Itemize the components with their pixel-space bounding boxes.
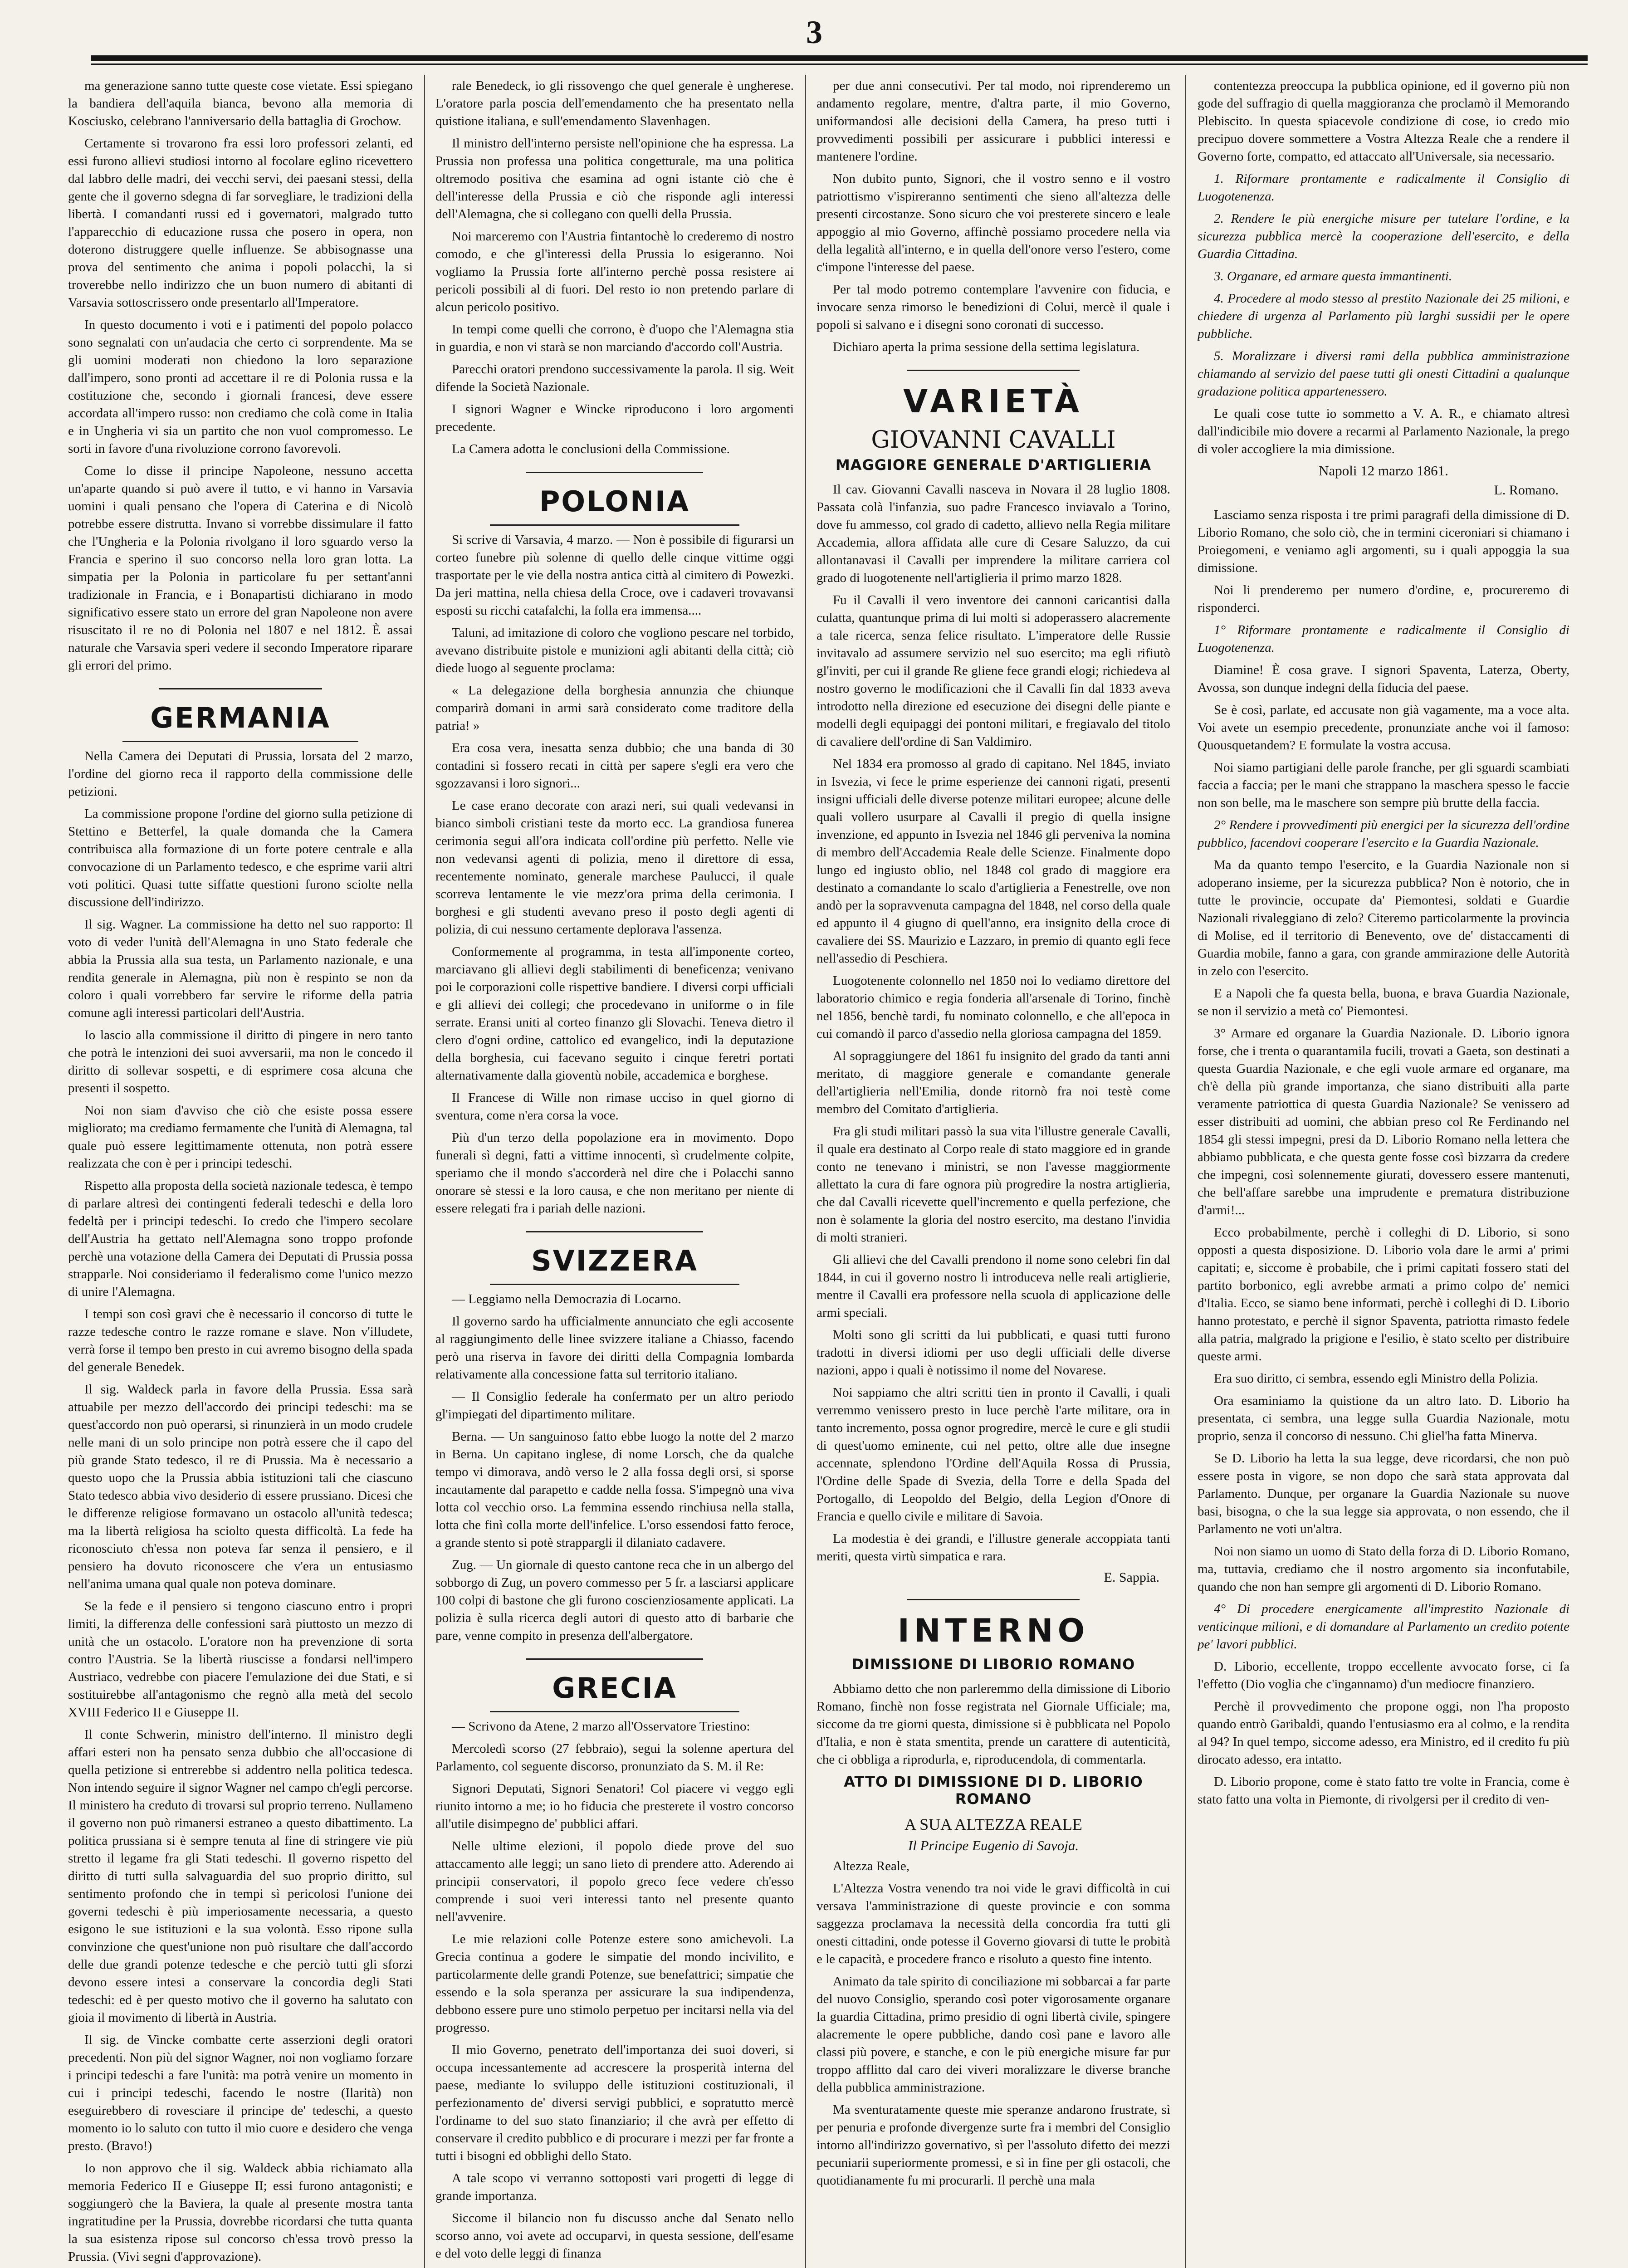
paragraph: Zug. — Un giornale di questo cantone reca che in un albergo del sobborgo di Zug, un povero commesso per 5 fr. a lasciarsi applicare 100 colpi di bastone che gli furono coscienziosamente applicati. La polizia è sulla ricerca degli autori di questo atto di barbarie che pare, venne compito in presenza dell'albergatore. [435,1558,794,1643]
paragraph: Al sopraggiungere del 1861 fu insignito del grado da tanti anni meritato, di maggiore generale e comandante generale dell'artiglieria nell'Emilia, donde ritornò fra noi testè come membro del Comitato d'artiglieria. [816,1049,1170,1116]
paragraph: Siccome il bilancio non fu discusso anche dal Senato nello scorso anno, voi avete ad occuparvi, in questa sessione, dell'esame e del voto delle leggi di finanza [435,2211,794,2261]
paragraph: Signori Deputati, Signori Senatori! Col piacere vi veggo egli riunito intorno a me; io ho fiducia che presterete il vostro concorso all'utile disimpegno de' pubblici affari. [435,1781,794,1831]
column-divider [424,75,425,2268]
paragraph: 2° Rendere i provvedimenti più energici per la sicurezza dell'ordine pubblico, facendovi cooperare l'esercito e la Guardia Nazionale. [1198,818,1569,850]
paragraph: Il sig. de Vincke combatte certe asserzioni degli oratori precedenti. Non più del signor Wagner, noi non vogliamo forzare i principi tedeschi a fare l'unità: ma potrà venire un momento in cui i principi tedeschi, facendo le nostre (Ilarità) non eseguirebbero di rovesciare il principe de' tedeschi, a questo momento io lo saluto con tutto il mio cuore e desidero che venga presto. (Bravo!) [68,2033,413,2153]
list-item: 1. Riformare prontamente e radicalmente il Consiglio di Luogotenenza. [1198,171,1569,204]
paragraph: E a Napoli che fa questa bella, buona, e brava Guardia Nazionale, se non il servizio a metà co' Piemontesi. [1198,986,1569,1018]
paragraph: D. Liborio, eccellente, troppo eccellente avvocato forse, ci fa l'effetto (Dio voglia che c'ingannamo) d'un mediocre finanziero. [1198,1659,1569,1691]
paragraph: ma generazione sanno tutte queste cose vietate. Essi spiegano la bandiera dell'aquila bianca, bevono alla memoria di Kosciusko, celebrano l'anniversario della battaglia di Grochow. [68,78,413,128]
paragraph: Il sig. Wagner. La commissione ha detto nel suo rapporto: Il voto di veder l'unità dell'Alemagna in uno Stato federale che abbia la Prussia alla sua testa, un Parlamento nazionale, e una rendita generale in Alemagna, più non è respinto se non da coloro i quali vorrebbero far servire le riforme della patria comune agli interessi particolari dell'Austria. [68,917,413,1020]
paragraph: « La delegazione della borghesia annunzia che chiunque comparirà domani in armi sarà considerato come traditore della patria! » [435,683,794,733]
paragraph: Il governo sardo ha ufficialmente annunciato che egli accosente al raggiungimento delle linee svizzere italiane a Chiasso, facendo però una riserva in favore dei diritti della Compagnia lombarda relativamente alla concessione fatta sul territorio italiano. [435,1314,794,1382]
paragraph: 3° Armare ed organare la Guardia Nazionale. D. Liborio ignora forse, che i trenta o quarantamila fucili, trovati a Gaeta, son destinati a questa Guardia Nazionale, e che egli vuole armare ed organare, ma ch'è della più grande importanza, che siano distribuiti alla parte veramente patriottica di questa Guardia Nazionale? Se venissero ad esser distribuiti ad uomini, che abbian preso col Re Ferdinando nel 1854 gli stessi impegni, presi da D. Liborio Romano nella lettera che abbiamo pubblicata, e che questa gente fosse così bizzarra da credere che impegni, così solennemente giurati, dovessero essere mantenuti, che bell'affare sarebbe una imprudente e prematura distribuzione d'armi!... [1198,1026,1569,1217]
paragraph: — Il Consiglio federale ha confermato per un altro periodo gl'impiegati del dipartimento militare. [435,1389,794,1422]
paragraph: Nella Camera dei Deputati di Prussia, lorsata del 2 marzo, l'ordine del giorno reca il rapporto della commissione delle petizioni. [68,749,413,799]
column-1 [68,77,413,2268]
paragraph: Conformemente al programma, in testa all'imponente corteo, marciavano gli allievi degli stabilimenti di beneficenza; venivano poi le corporazioni colle rispettive bandiere. I diversi corpi ufficiali e gli allievi dei collegi; che procedevano in uniforme o in file serrate. Eransi uniti al corteo finanzo gli Slovachi. Teneva dietro il clero d'ogni ordine, cattolico ed evangelico, indi la deputazione della borghesia, cui facevano seguito i cinque feretri portati alternativamente dalla gioventù nobile, accademica e borghese. [435,944,794,1083]
column-divider [1185,75,1186,2268]
paragraph: Certamente si trovarono fra essi loro professori zelanti, ed essi furono allievi studiosi intorno al focolare eglino ricevettero dal labbro delle madri, dei vecchi servi, dei paesani stessi, della gente che il governo sdegna di far sorvegliare, le tradizioni della libertà. I comandanti russi ed i governatori, malgrado tutto l'apparecchio di educazione russa che posero in opera, non doterono distruggere quelle influenze. Se abbisognasse una prova del sentimento che anima i popoli polacchi, la si troverebbe nello indirizzo che un buon numero di abitanti di Varsavia sottoscrissero onde presentarlo all'Imperatore. [68,136,413,310]
paragraph: I signori Wagner e Wincke riproducono i loro argomenti precedente. [435,402,794,434]
paragraph: Diamine! È cosa grave. I signori Spaventa, Laterza, Oberty, Avossa, son dunque indegni della fiducia del paese. [1198,663,1569,695]
paragraph: La commissione propone l'ordine del giorno sulla petizione di Stettino e Betterfel, la quale domanda che la Camera contribuisca alla formazione di un forte potere centrale e alla convocazione di un Parlamento tedesco, e che esprime varii altri voti politici. Quasi tutte siffatte questioni furono sciolte nella discussione dell'indirizzo. [68,807,413,909]
top-rule [91,55,1588,61]
list-item: 2. Rendere le più energiche misure per tutelare l'ordine, e la sicurezza pubblica mercè la cooperazione dell'esercito, e della Guardia Cittadina. [1198,211,1569,261]
document-addressee: A SUA ALTEZZA REALE [904,1815,1082,1833]
section-rule [490,524,739,526]
section-rule [122,741,358,742]
paragraph: Se la fede e il pensiero si tengono ciascuno entro i propri limiti, la differenza delle confessioni sarà piuttosto un mezzo di unità che un ostacolo. L'oratore non ha prevenzione di sorta contro l'Austria. Se la libertà riuscisse a fondarsi nell'impero Austriaco, vedrebbe con piacere l'emulazione dei due Stati, e si sostituirebbe all'antagonismo che regnò alla metà del secolo XVIII Federico II e Giuseppe II. [68,1599,413,1720]
document-title: ATTO DI DIMISSIONE DI D. LIBORIO ROMANO [844,1773,1143,1808]
paragraph: La modestia è dei grandi, e l'illustre generale accoppiata tanti meriti, questa virtù simpatica e rara. [816,1531,1170,1564]
paragraph: I tempi son così gravi che è necessario il concorso di tutte le razze tedesche contro le razze romane e slave. Non v'illudete, verrà forse il tempo ben presto in cui avremo bisogno della spada del generale Benedek. [68,1307,413,1374]
page-number: 3 [806,14,822,50]
article-title: DIMISSIONE DI LIBORIO ROMANO [851,1656,1135,1673]
paragraph: Berna. — Un sanguinoso fatto ebbe luogo la notte del 2 marzo in Berna. Un capitano inglese, di nome Lorsch, che da qualche tempo vi dimorava, andò verso le 2 alla fossa degli orsi, si sporse incautamente dal parapetto e cadde nella fossa. S'impegnò una viva lotta col vecchio orso. La femmina essendo rinchiusa nella stalla, lotta che finì colla morte dell'infelice. L'orso essendosi fatto feroce, a grande stento si potè strappargli il dilaniato cadavere. [435,1429,794,1550]
paragraph: 1° Riformare prontamente e radicalmente il Consiglio di Luogotenenza. [1198,623,1569,655]
paragraph: Come lo disse il principe Napoleone, nessuno accetta un'aparte quando si può avere il tutto, e vi hanno in Varsavia uomini i quali pensano che l'opera di Caterina e di Nicolò potrebbe essere distrutta. Invano si vorrebbe dissimulare il fatto che l'Ungheria e la Polonia rivolgano il loro sguardo verso la Francia e sperino il suo concorso nella loro gran lotta. La simpatia per la Polonia in particolare fu per settant'anni tradizionale in Francia, e i Bonapartisti dichiarano in modo significativo essere stato un errore del gran Napoleone non avere risuscitato il re no di Polonia nel 1807 e nel 1812. È assai naturale che Varsavia speri vedere il secondo Imperatore riparare gli errori del primo. [68,464,413,673]
paragraph: Ora esaminiamo la quistione da un altro lato. D. Liborio ha presentata, ci sembra, una legge sulla Guardia Nazionale, motu proprio, senza il concorso di nessuno. Chi gliel'ha fatta Minerva. [1198,1393,1569,1443]
paragraph: Noi marceremo con l'Austria fintantochè lo crederemo di nostro comodo, e che gl'interessi della Prussia lo esigeranno. Noi vogliamo la Prussia forte all'interno perchè possa resistere ai pericoli possibili al di fuori. Del resto io non pretendo parlare di alcun pericolo positivo. [435,229,794,314]
paragraph: Dichiaro aperta la prima sessione della settima legislatura. [833,340,1140,354]
paragraph: rale Benedeck, io gli rissovengo che quel generale è ungherese. L'oratore parla poscia dell'emendamento che ha presentato nella quistione italiana, e sull'emendamento Slavenhagen. [435,78,794,128]
paragraph: Altezza Reale, [833,1859,910,1873]
paragraph: Lasciamo senza risposta i tre primi paragrafi della dimissione di D. Liborio Romano, che solo ciò, che in termini ciceroniari si chiamano i Proiegomeni, e veniamo agli argomenti, su i quali appoggia la sua dimissione. [1198,508,1569,575]
paragraph: Nelle ultime elezioni, il popolo diede prove del suo attaccamento alle leggi; un sano lieto di prendere atto. Aderendo ai principii conservatori, il popolo greco fece vedere ch'esso comprende i suoi veri interessi tanto nel presente quanto nell'avvenire. [435,1839,794,1924]
paragraph: Non dubito punto, Signori, che il vostro senno e il vostro patriottismo v'ispireranno sentimenti che sieno all'altezza delle presenti circostanze. Sono sicuro che voi presterete sincero e leale appoggio al mio Governo, affinchè possiamo procedere nella via della legalità all'interno, e in quella dell'onore verso l'estero, come c'impone l'interesse del paese. [816,171,1170,274]
paragraph: Fra gli studi militari passò la sua vita l'illustre generale Cavalli, il quale era destinato al Corpo reale di stato maggiore ed in grande conto ne tenevano i ministri, se non l'avesse maggiormente allettato la cura di fare ognora più progredire la nostra artiglieria, che dal Cavalli ricevette quell'incremento e quella perfezione, che non è solamente la gloria del nostro esercito, ma destano l'invidia di molti stranieri. [816,1124,1170,1245]
paragraph: Era cosa vera, inesatta senza dubbio; che una banda di 30 contadini si fossero recati in città per sapere s'egli era vero che sgozzavansi i loro signori... [435,741,794,791]
paragraph: Il sig. Waldeck parla in favore della Prussia. Essa sarà attuabile per mezzo dell'accordo dei principi tedeschi: ma se quest'accordo non può operarsi, si rinunzierà in un modo crudele nelle mani di un solo principe non potrà essere che il capo del più grande Stato tedesco, il re di Prussia. Ma è necessario a questo uopo che la Prussia abbia istituzioni tali che ciascuno Stato tedesco abbia vivo desiderio di essere prussiano. Dicesi che le differenze religiose formavano un ostacolo all'unità tedesca; ma la libertà religiosa ha sciolto questa difficoltà. La fede ha riconosciuto ch'essa non poteva far senza il pensiero, e il pensiero ha dovuto riconoscere che v'era un entusiasmo nell'anima umana qual quale non poteva dominare. [68,1382,413,1591]
paragraph: Noi non siamo un uomo di Stato della forza di D. Liborio Romano, ma, tuttavia, crediamo che il nostro argomento sia inconfutabile, quando che non han sempre gli argomenti di D. Liborio Romano. [1198,1544,1569,1594]
column-3 [816,77,1170,2268]
paragraph: contentezza preoccupa la pubblica opinione, ed il governo più non gode del suffragio di quella maggioranza che proclamò il Memorando Plebiscito. In questa spiacevole condizione di cose, io credo mio precipuo dovere sommettere a Vostra Altezza Reale che a rendere il Governo forte, compatto, ed attaccato all'Universale, sia necessario. [1198,78,1569,164]
paragraph: Le quali cose tutte io sommetto a V. A. R., e chiamato altresì dall'indicibile mio dovere a recarmi al Parlamento Nazionale, la prego di voler accogliere la mia dimissione. [1198,406,1569,456]
paragraph: Più d'un terzo della popolazione era in movimento. Dopo funerali sì degni, fatti a vittime innocenti, sì crudelmente colpite, speriamo che il mondo s'accorderà nel dire che i Polacchi sanno onorare sè stessi e la loro causa, e che non meritano per niente di essere relegati fra i pariah delle nazioni. [435,1130,794,1216]
paragraph: Noi li prenderemo per numero d'ordine, e, procureremo di risponderci. [1198,583,1569,615]
section-heading-svizzera: SVIZZERA [531,1244,698,1277]
paragraph: Le case erano decorate con arazi neri, sui quali vedevansi in bianco simboli cristiani teste da morto ecc. La grandiosa funerea cerimonia segui all'ora indicata coll'ordine più perfetto. Nelle vie non vedevansi agenti di polizia, meno il direttore di essa, recentemente nominato, generale marchese Paulucci, il quale scorreva lentamente le vie mezz'ora prima della cerimonia. I borghesi e gli studenti avevano preso il posto degli agenti di polizia, di cui nessuno certamente deplorava l'assenza. [435,798,794,937]
article-signature: E. Sappia. [1104,1570,1159,1585]
article-title: GIOVANNI CAVALLI [871,426,1116,454]
paragraph: Nel 1834 era promosso al grado di capitano. Nel 1845, inviato in Isvezia, vi fece le prime esperienze dei cannoni rigati, presenti insigni ufficiali delle diverse potenze militari europee; alcune delle quali vollero usurpare al Cavalli il pregio di quella insigne invenzione, ed appunto in Isvezia nel 1846 gli perveniva la nomina di membro dell'Accademia Reale delle Scienze. Finalmente dopo lungo ed ingiusto oblio, nel 1848 col grado di maggiore era destinato a comandante lo scalo d'artiglieria a Fenestrelle, ove non andò per la sopravvenuta campagna del 1848, nel corso della quale ed appunto il 4 giugno di quell'anno, era insignito della croce di cavaliere dei SS. Maurizio e Lazzaro, in premio di quanto egli fece nell'assedio di Peschiera. [816,757,1170,966]
paragraph: Parecchi oratori prendono successivamente la parola. Il sig. Weit difende la Società Nazionale. [435,362,794,394]
document-addressee-name: Il Principe Eugenio di Savoja. [908,1838,1079,1853]
section-rule [907,370,1080,371]
paragraph: — Scrivono da Atene, 2 marzo all'Osservatore Triestino: [452,1719,750,1734]
paragraph: Se D. Liborio ha letta la sua legge, deve ricordarsi, che non può essere posta in vigore, se non dopo che sarà stata approvata dal Parlamento. Dunque, per organare la Guardia Nazionale su nuove basi, bisogna, o che la sua legge sia approvata, o non essendo, che il Parlamento ne voti un'altra. [1198,1451,1569,1536]
list-item: 4. Procedere al modo stesso al prestito Nazionale dei 25 milioni, e chiedere di urgenza al Parlamento più larghi sussidii per le opere pubbliche. [1198,291,1569,341]
section-rule [490,1284,739,1285]
paragraph: Perchè il provvedimento che propone oggi, non l'ha proposto quando entrò Garibaldi, quando l'entusiasmo era al colmo, e la rendita al 94? In quel tempo, siccome adesso, era Ministro, ed il credito fu più dirocato adesso, era intatto. [1198,1699,1569,1767]
paragraph: Le mie relazioni colle Potenze estere sono amichevoli. La Grecia continua a godere le simpatie del mondo incivilito, e particolarmente delle grandi Potenze, sue benefattrici; simpatie che essendo e la sola speranza per assicurare la sua indipendenza, debbono essere pure uno stimolo perpetuo per incitarsi nella via del progresso. [435,1932,794,2035]
paragraph: Il Francese di Wille non rimase ucciso in quel giorno di sventura, come n'era corsa la voce. [435,1090,794,1123]
column-2 [435,77,794,2268]
paragraph: Rispetto alla proposta della società nazionale tedesca, è tempo di parlare altresì dei contingenti federali tedeschi e della loro fedeltà per i principi tedeschi. Io credo che l'impero secolare dell'Austria ha gettato nell'Alemagna sono troppo profonde perchè una votazione della Camera dei Deputati di Prussia possa strapparle. Noi consideriamo il federalismo come l'unico mezzo di unire l'Alemagna. [68,1178,413,1299]
article-subtitle: MAGGIORE GENERALE D'ARTIGLIERIA [835,456,1152,474]
paragraph: Noi siamo partigiani delle parole franche, per gli sguardi scambiati faccia a faccia; per le mani che strappano la maschera spesso le faccie non son belle, ma le maschere son sempre più brutte della faccia. [1198,760,1569,810]
section-heading-varieta: VARIETÀ [903,383,1084,420]
paragraph: Il mio Governo, penetrato dell'importanza dei suoi doveri, si occupa incessantemente ad accrescere la prosperità interna del paese, mediante lo sviluppo delle istituzioni costituzionali, il perfezionamento de' diversi servigi pubblici, e sopratutto mercè l'ordiname to del suo stato finanziario; il che avrà per effetto di conservare il credito pubblico e di procurare i mezzi per far fronte a tutti i bisogni ed obblighi dello Stato. [435,2043,794,2163]
section-rule [526,1231,703,1232]
paragraph: Fu il Cavalli il vero inventore dei cannoni caricantisi dalla culatta, quantunque prima di lui molti si adoperassero alacremente a tale ricerca, senza felice risultato. L'imperatore delle Russie invitavalo ad assumere servizio nel suo esercito; ma egli rifiutò gl'inviti, per cui il grande Re gliene fece grandi elogi; richiedeva al nostro governo le modificazioni che il Cavalli fin dal 1833 aveva introdotto nella direzione ed esecuzione dei disegni delle piante e modelli degli equipaggi dei pontoni militari, e fregiavalo del titolo di cavaliere dell'ordine di San Valdimiro. [816,593,1170,749]
section-rule [907,1599,1080,1600]
paragraph: Il cav. Giovanni Cavalli nasceva in Novara il 28 luglio 1808. Passata colà l'infanzia, suo padre Francesco inviavalo a Torino, dove fu ammesso, col grado di cadetto, allievo nella Regia militare Accademia, allora affidata alle cure di Cesare Saluzzo, da cui allontanavasi il Cavalli per imprendere la militare carriera col grado di luogotenente nell'artiglieria il primo marzo 1828. [816,482,1170,585]
paragraph: Per tal modo potremo contemplare l'avvenire con fiducia, e invocare senza rimorso le benedizioni di Colui, mercè il quale i popoli si salvano e i disegni sono coronati di successo. [816,282,1170,332]
paragraph: Il conte Schwerin, ministro dell'interno. Il ministro degli affari esteri non ha pensato senza dubbio che all'occasione di quella petizione si entrerebbe si addentro nella politica tedesca. Non intendo seguire il signor Wagner nel campo ch'egli percorse. Il ministero ha creduto di trovarsi sul proprio terreno. Nullameno il governo non può rimanersi estraneo a questo dibattimento. La politica prussiana si è sempre tenuta al fine di stringere vie più stretto il legame fra gli Stati tedeschi. Il governo rispetto del diritto di tutti sulla salvaguardia del suo proprio diritto, sul sentimento profondo che in tempi sì pericolosi l'unione dei governi tedeschi è più imperiosamente necessaria, a questo esigono le sue istituzioni e la sua volontà. Esso ripone sulla convinzione che quest'unione non può risultare che dall'accordo delle due grandi potenze tedesche e che perciò tutti gli sforzi devono essere intesi a conservare la concordia degli Stati tedeschi: ed è per questo motivo che il governo ha salutato con gioia il movimento di libertà in Austria. [68,1727,413,2025]
dateline: Napoli 12 marzo 1861. [1319,463,1448,479]
section-rule [159,688,322,689]
column-divider [805,75,806,2268]
section-rule [490,1711,739,1712]
paragraph: 4° Di procedere energicamente all'imprestito Nazionale di venticinque milioni, e di domandare al Parlamento un credito potente pe' lavori pubblici. [1198,1602,1569,1652]
paragraph: Noi non siam d'avviso che ciò che esiste possa essere migliorato; ma crediamo fermamente che l'unità di Alemagna, tal quale può essere legittimamente ottenuta, non potrà essere realizzata che con è per i principi tedeschi. [68,1103,413,1171]
paragraph: La Camera adotta le conclusioni della Commissione. [452,442,730,456]
section-rule [526,472,703,473]
section-rule [526,1658,703,1660]
paragraph: Mercoledì scorso (27 febbraio), segui la solenne apertura del Parlamento, col seguente discorso, pronunziato da S. M. il Re: [435,1741,794,1774]
paragraph: Ma sventuratamente queste mie speranze andarono frustrate, sì per penuria e profonde divergenze surte fra i membri del Consiglio intorno all'indirizzo governativo, sì per l'assoluto difetto dei mezzi pecuniarii superiormente promessi, e sì in fine per gli ostacoli, che quotidianamente fu mi procurarli. Il perchè una mala [816,2102,1170,2188]
paragraph: Noi sappiamo che altri scritti tien in pronto il Cavalli, i quali verremmo venissero presto in luce perchè l'arte militare, ora in tanto incremento, possa ognor progredire, mercè le cure e gli studii di quest'uomo eminente, cui nel petto, oltre alle due insegne accennate, splendono l'Ordine dell'Aquila Rossa di Prussia, l'Ordine delle Spade di Svezia, della Torre e della Spada del Portogallo, di Leopoldo del Belgio, della Legion d'Onore di Francia e quello civile e militare di Savoia. [816,1385,1170,1524]
paragraph: L'Altezza Vostra venendo tra noi vide le gravi difficoltà in cui versava l'amministrazione di queste provincie e con somma saggezza proclamava la necessità della concordia fra tutti gli onesti cittadini, onde potesse il Governo giovarsi di tutte le probità e le capacità, e procedere franco e risoluto a questo fine intento. [816,1881,1170,1966]
paragraph: Io lascio alla commissione il diritto di pingere in nero tanto che potrà le intenzioni dei suoi avversarii, ma non le concedo il diritto di sollevar sospetti, e di esprimere cosa alcuna che presenti il sospetto. [68,1028,413,1095]
paragraph: Gli allievi che del Cavalli prendono il nome sono celebri fin dal 1844, in cui il governo nostro li introduceva nelle reali artiglierie, mentre il Cavalli era professore nella scuola di applicazione delle armi speciali. [816,1252,1170,1320]
column-4 [1198,77,1569,2268]
paragraph: Il ministro dell'interno persiste nell'opinione che ha espressa. La Prussia non professa una politica congetturale, ma una politica oltremodo positiva che esamina ad ogni istante ciò che è dell'interesse della Prussia e ciò che risponde agli interessi dell'Alemagna, che si collegano con quelli della Prussia. [435,136,794,221]
section-heading-germania: GERMANIA [150,701,331,734]
paragraph: Si scrive di Varsavia, 4 marzo. — Non è possibile di figurarsi un corteo funebre più solenne di quello delle cinque vittime oggi trasportate per le vie della nostra antica città al cimitero di Powezki. Da jeri mattina, nella chiesa della Croce, ove i cadaveri trovavansi esposti su ricchi catafalchi, la folla era immensa.... [435,533,794,618]
paragraph: per due anni consecutivi. Per tal modo, noi riprenderemo un andamento regolare, mentre, d'altra parte, il mio Governo, uniformandosi alle decisioni della Camera, ha preso tutti i provvedimenti possibili per assicurare i pubblici interessi e mantenere l'ordine. [816,78,1170,164]
section-heading-grecia: GRECIA [552,1672,677,1705]
paragraph: Io non approvo che il sig. Waldeck abbia richiamato alla memoria Federico II e Giuseppe II; essi furono antagonisti; e soggiungerò che la Baviera, la quale al presente mostra tanta ingratitudine per la Prussia, dovrebbe ricordarsi che tutta quanta la sua esistenza ripose sul concorso ch'essa trovò presso la Prussia. (Vivi segni d'approvazione). [68,2161,413,2264]
paragraph: Ecco probabilmente, perchè i colleghi di D. Liborio, si sono opposti a questa disposizione. D. Liborio vola dare le armi a' primi capitati; e, siccome è probabile, che i primi capitati fossero stati del partito borbonico, egli avrebbe armati a primo colpo de' nemici d'Italia. Ecco, se siamo bene informati, perchè i colleghi di D. Liborio hanno protestato, e perchè il signor Spaventa, patriotta rimasto fedele alla patria, malgrado la prigione e l'esilio, è stato scelto per distribuire queste armi. [1198,1225,1569,1364]
paragraph: Animato da tale spirito di conciliazione mi sobbarcai a far parte del nuovo Consiglio, sperando così poter vigorosamente organare la guardia Cittadina, primo presidio di ogni libertà civile, spingere alacremente le opere pubbliche, dando così pane e lavoro alle classi più povere, e stanche, e con le più energiche misure far pur troppo afflitto dal caro dei viveri moralizzare le diverse branche della pubblica amministrazione. [816,1974,1170,2095]
top-rule-thin [91,64,1588,65]
paragraph: D. Liborio propone, come è stato fatto tre volte in Francia, come è stato fatto una volta in Piemonte, di rivolgersi per il credito di ven- [1198,1774,1569,1807]
paragraph: Ma da quanto tempo l'esercito, e la Guardia Nazionale non si adoperano insieme, per la sicurezza pubblica? Non è notorio, che in tutte le provincie, occupate da' Piemontesi, soldati e Guardie Nazionali rivaleggiano di zelo? Citeremo particolarmente la provincia di Molise, ed il territorio di Benevento, ove de' distaccamenti di Guardia mobile, fanno a gara, con grande ammirazione delle Autorità in zelo con l'esercito. [1198,858,1569,978]
letter-signature: L. Romano. [1494,483,1559,498]
section-heading-polonia: POLONIA [539,485,690,518]
paragraph: — Leggiamo nella Democrazia di Locarno. [452,1292,681,1306]
list-item: 5. Moralizzare i diversi rami della pubblica amministrazione chiamando al servizio del paese tutti gli onesti Cittadini a qualunque gradazione politica appartenessero. [1198,349,1569,399]
list-item: 3. Organare, ed armare questa immantinenti. [1214,269,1452,284]
paragraph: In questo documento i voti e i patimenti del popolo polacco sono segnalati con un'audacia che certo ci sorprendente. Ma se gli uomini moderati non chiedono la loro separazione dall'impero, sono pronti ad accettare il re di Polonia russa e la costituzione che, secondo i giornali francesi, deve essere accordata all'impero russo: non crediamo che colà come in Italia e in Ungheria vi sia un partito che non vuol compromesso. Le sorti in favore d'una rivoluzione corrono favorevoli. [68,318,413,456]
paragraph: Molti sono gli scritti da lui pubblicati, e quasi tutti furono tradotti in diversi idiomi per uso degli ufficiali delle diverse nazioni, appo i quali è notissimo il nome del Novarese. [816,1328,1170,1378]
paragraph: Era suo diritto, ci sembra, essendo egli Ministro della Polizia. [1214,1371,1539,1386]
paragraph: In tempi come quelli che corrono, è d'uopo che l'Alemagna stia in guardia, e non vi starà se non marciando d'accordo coll'Austria. [435,322,794,354]
paragraph: Abbiamo detto che non parleremmo della dimissione di Liborio Romano, finchè non fosse registrata nel Giornale Ufficiale; ma, siccome da tre giorni questa, dimissione si è pubblicata nel Popolo d'Italia, e non è stata smentita, prende un carattere di autenticità, che ci obbliga a riprodurla, e, riproducendola, di commentarla. [816,1681,1170,1767]
paragraph: A tale scopo vi verranno sottoposti vari progetti di legge di grande importanza. [435,2171,794,2203]
paragraph: Luogotenente colonnello nel 1850 noi lo vediamo direttore del laboratorio chimico e regia fonderia all'arsenale di Torino, finchè nel 1856, benchè tardi, fu nominato colonnello, e che all'epoca in cui comandò il parco d'assedio nella gloriosa campagna del 1859. [816,973,1170,1041]
paragraph: Taluni, ad imitazione di coloro che vogliono pescare nel torbido, avevano distribuite pistole e munizioni agli abitanti della città; ciò diede luogo al seguente proclama: [435,626,794,675]
section-heading-interno: INTERNO [897,1612,1090,1649]
paragraph: Se è così, parlate, ed accusate non già vagamente, ma a voce alta. Voi avete un esempio precedente, pronunziate anche voi il famoso: Quousquetandem? E formulate la vostra accusa. [1198,703,1569,753]
